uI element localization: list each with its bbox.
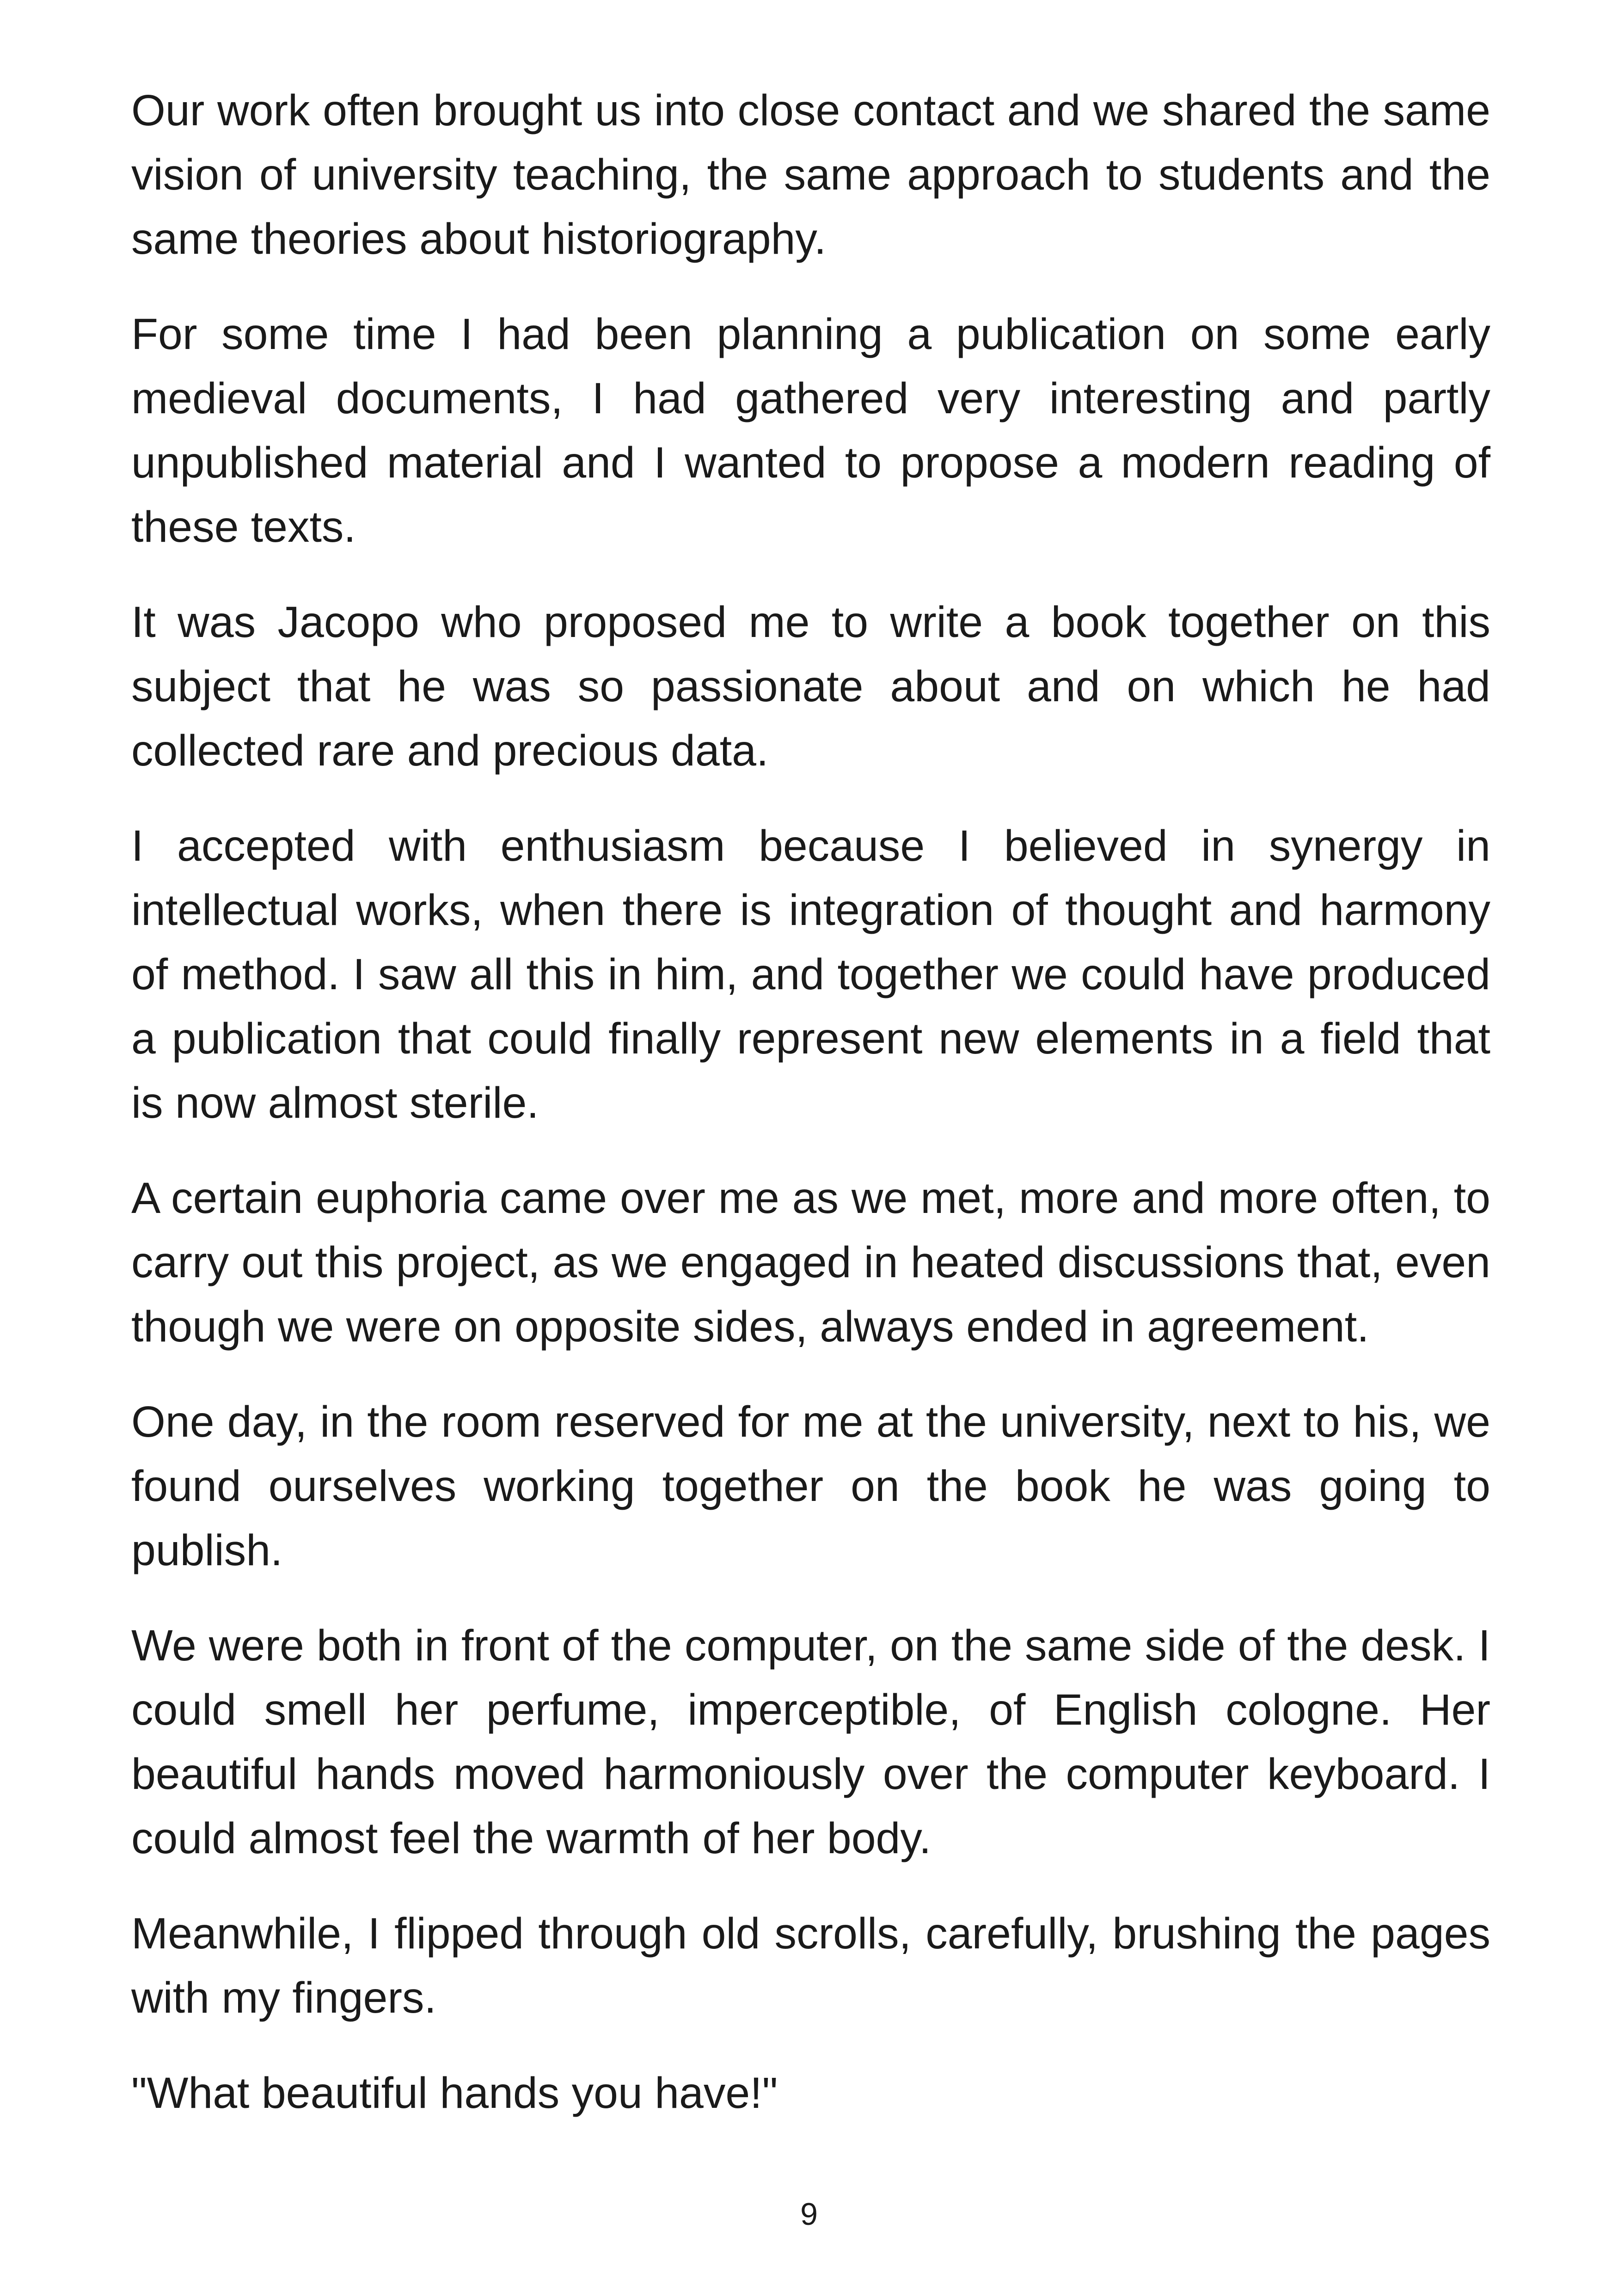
paragraph-1: Our work often brought us into close contact and we shared the same vision of university teaching, the same approach to students and the same theories about historiography. (131, 86, 1490, 263)
paragraph-7: We were both in front of the computer, on the same side of the desk. I could smell her perfume, imperceptible, of English cologne. Her beautiful hands moved harmoniously over the computer keyboard. I could almost feel the warmth of her body. (131, 1621, 1490, 1863)
paragraph-5: A certain euphoria came over me as we met, more and more often, to carry out this project, as we engaged in heated discussions that, even though we were on opposite sides, always ended in agreement. (131, 1174, 1490, 1351)
paragraph-4: I accepted with enthusiasm because I believed in synergy in intellectual works, when there is integration of thought and harmony of method. I saw all this in him, and together we could have produced a publication that could finally represent new elements in a field that is now almost sterile. (131, 821, 1490, 1127)
paragraph-8: Meanwhile, I flipped through old scrolls, carefully, brushing the pages with my fingers. (131, 1909, 1490, 2022)
body-text (131, 79, 1490, 2125)
paragraph-3: It was Jacopo who proposed me to write a book together on this subject that he was so passionate about and on which he had collected rare and precious data. (131, 598, 1490, 775)
paragraph-9: "What beautiful hands you have!" (131, 2069, 778, 2118)
paragraph-6: One day, in the room reserved for me at the university, next to his, we found ourselves working together on the book he was going to publish. (131, 1397, 1490, 1575)
page-number: 9 (800, 2197, 818, 2232)
paragraph-2: For some time I had been planning a publication on some early medieval documents, I had gathered very interesting and partly unpublished material and I wanted to propose a modern reading of these texts. (131, 310, 1490, 551)
